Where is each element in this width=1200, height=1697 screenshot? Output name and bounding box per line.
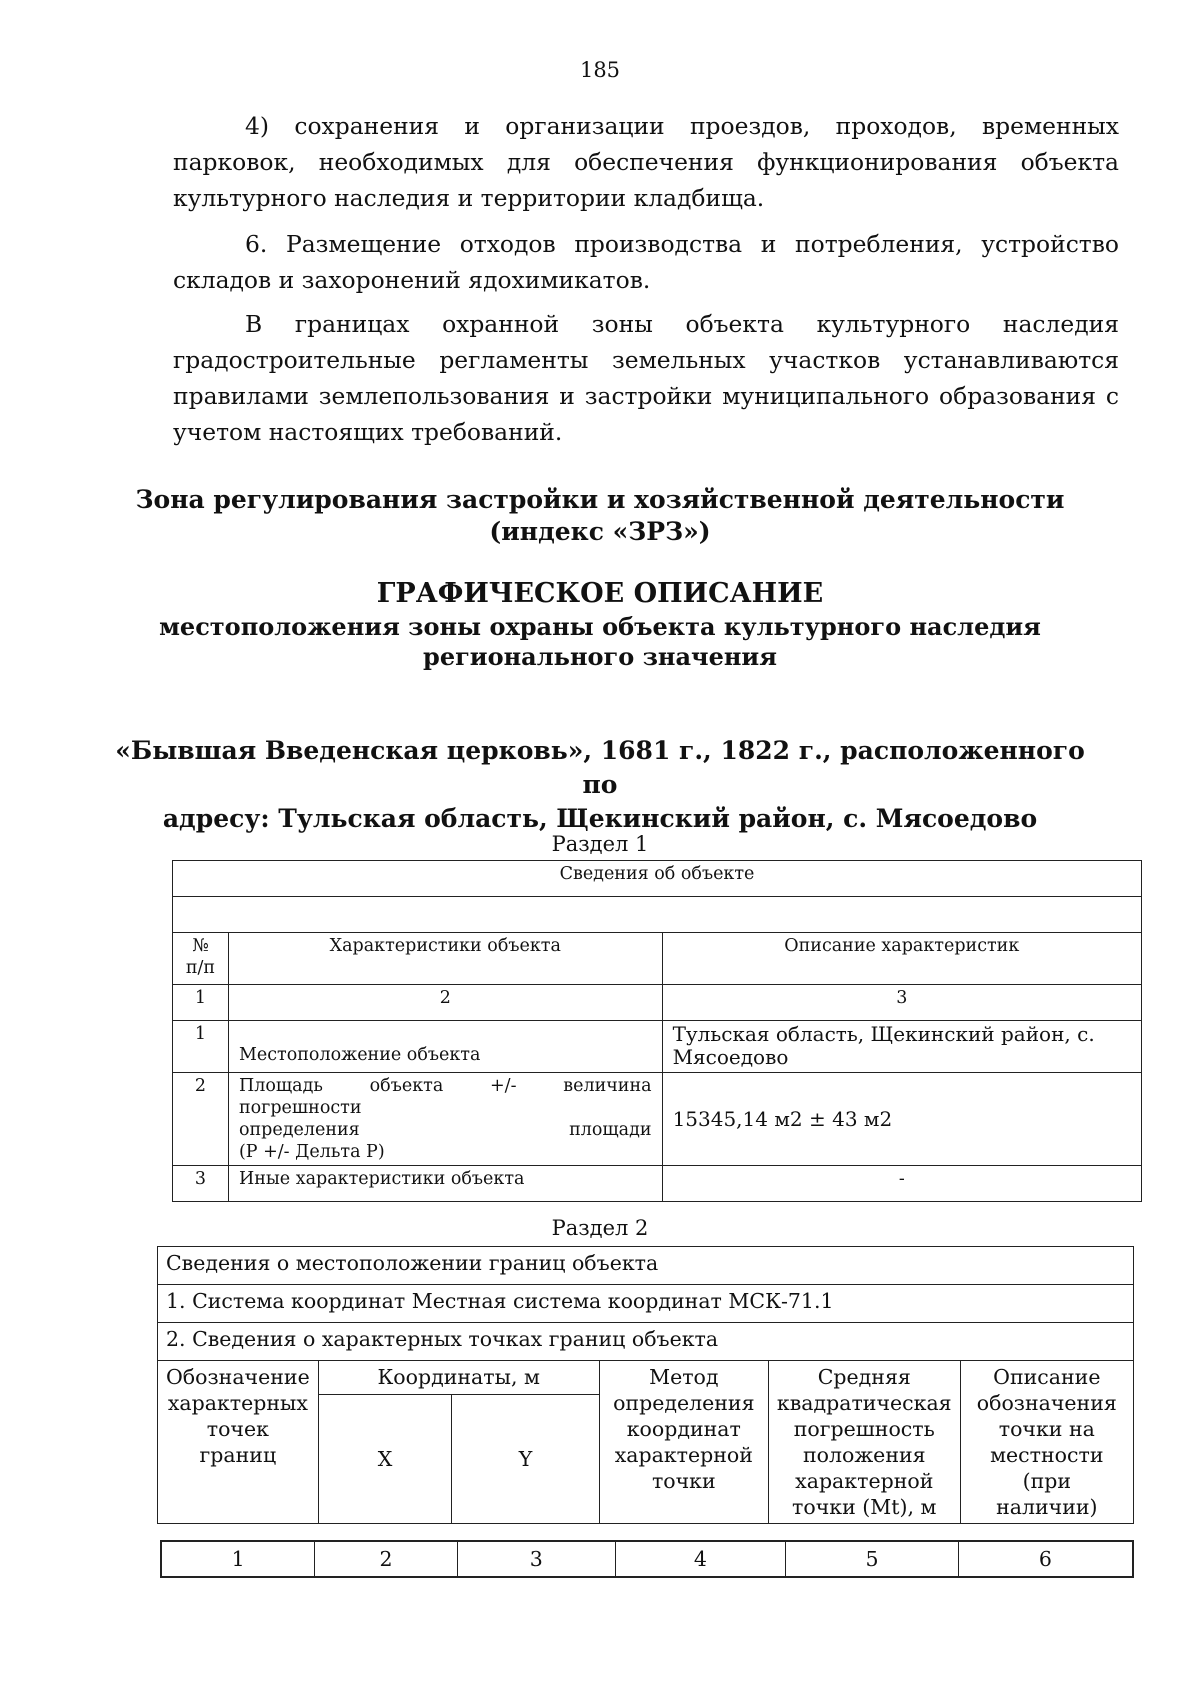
index-cell-1: 1 (161, 1541, 315, 1577)
location-heading-line2: регионального значения (423, 642, 777, 671)
index-cell-3: 3 (457, 1541, 615, 1577)
location-heading-line1: местоположения зоны охраны объекта культурного наследия (159, 612, 1041, 641)
coordinate-system: 1. Система координат Местная система координат МСК-71.1 (158, 1285, 1134, 1323)
row-description: Тульская область, Щекинский район, с. Мясоедово (662, 1021, 1141, 1073)
area-line3: (P +/- Дельта P) (238, 1142, 385, 1162)
zone-heading-line2: (индекс «ЗРЗ») (489, 517, 711, 546)
row-characteristic: Иные характеристики объекта (228, 1166, 662, 1202)
section2-label: Раздел 2 (551, 1216, 649, 1240)
page-number: 185 (579, 58, 621, 82)
index-cell-2: 2 (228, 985, 662, 1021)
boundaries-index-row (160, 1540, 1134, 1578)
section2-title: Сведения о местоположении границ объекта (158, 1247, 1134, 1285)
area-line2-right: площади (569, 1120, 652, 1140)
section1-title: Сведения об объекте (173, 861, 1142, 897)
empty-row (173, 897, 1142, 933)
header-coordinates: Координаты, м (318, 1361, 599, 1395)
paragraph-waste: 6. Размещение отходов производства и потребления, устройство складов и захоронений ядохимикатов. (173, 230, 1119, 294)
header-point-description: Описание обозначения точки на местности (при наличии) (960, 1361, 1133, 1524)
header-characteristics: Характеристики объекта (228, 933, 662, 985)
row-num: 2 (173, 1073, 229, 1166)
object-info-table (172, 860, 1142, 1202)
index-cell-5: 5 (786, 1541, 959, 1577)
header-description: Описание характеристик (662, 933, 1141, 985)
location-heading (100, 612, 1100, 672)
index-cell-4: 4 (615, 1541, 786, 1577)
boundaries-table (157, 1246, 1134, 1524)
header-designation: Обозначение характерных точек границ (158, 1361, 319, 1524)
index-cell-1: 1 (173, 985, 229, 1021)
row-description: 15345,14 м2 ± 43 м2 (662, 1073, 1141, 1166)
area-line2-left: определения (238, 1120, 360, 1140)
index-cell-6: 6 (958, 1541, 1133, 1577)
row-description: - (662, 1166, 1141, 1202)
header-error: Средняя квадратическая погрешность положения характерной точки (Mt), м (768, 1361, 960, 1524)
table-row (173, 1073, 1142, 1166)
object-heading-line2: адресу: Тульская область, Щекинский район, с. Мясоедово (162, 804, 1038, 833)
row-characteristic: Местоположение объекта (228, 1021, 662, 1073)
area-line1: Площадь объекта +/- величина погрешности (238, 1076, 652, 1118)
zone-heading-line1: Зона регулирования застройки и хозяйственной деятельности (135, 485, 1065, 514)
row-num: 3 (173, 1166, 229, 1202)
object-heading-line1: «Бывшая Введенская церковь», 1681 г., 1822 г., расположенного по (115, 736, 1085, 799)
header-num: № п/п (173, 933, 229, 985)
index-cell-3: 3 (662, 985, 1141, 1021)
section1-label: Раздел 1 (551, 832, 649, 856)
zone-heading (100, 484, 1100, 548)
table-row (173, 1021, 1142, 1073)
object-heading (100, 734, 1100, 836)
points-title: 2. Сведения о характерных точках границ объекта (158, 1323, 1134, 1361)
header-method: Метод определения координат характерной точки (599, 1361, 768, 1524)
index-cell-2: 2 (315, 1541, 458, 1577)
header-y: Y (452, 1395, 599, 1524)
table-row (173, 1166, 1142, 1202)
area-line2 (239, 1119, 652, 1141)
graphic-title: ГРАФИЧЕСКОЕ ОПИСАНИЕ (376, 578, 824, 609)
row-characteristic (228, 1073, 662, 1166)
row-num: 1 (173, 1021, 229, 1073)
paragraph-regulations: В границах охранной зоны объекта культурного наследия градостроительные регламенты земельных участков устанавливаются правилами землепользования и застройки муниципального образования с учетом настоящих требований. (173, 310, 1119, 446)
header-x: X (318, 1395, 452, 1524)
paragraph-passages: 4) сохранения и организации проездов, проходов, временных парковок, необходимых для обеспечения функционирования объекта культурного наследия и территории кладбища. (173, 112, 1119, 212)
